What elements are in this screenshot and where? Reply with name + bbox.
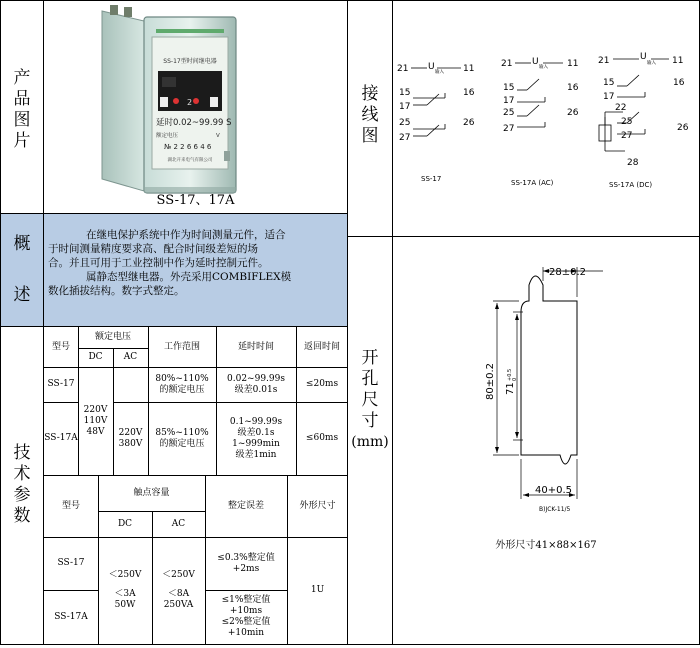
wiring-caption-ac: SS-17A (AC) bbox=[511, 179, 554, 187]
svg-text:U: U bbox=[428, 62, 435, 72]
t1-header-model: 型号 bbox=[51, 341, 70, 352]
svg-text:15: 15 bbox=[399, 88, 411, 98]
svg-text:26: 26 bbox=[567, 108, 579, 118]
t2-row1-model: SS-17 bbox=[57, 558, 85, 568]
svg-text:16: 16 bbox=[463, 88, 475, 98]
t1-header-rated-voltage: 额定电压 bbox=[94, 332, 131, 342]
tech-params-label: 技 术 参 数 bbox=[13, 443, 31, 526]
svg-text:输入: 输入 bbox=[539, 65, 548, 70]
svg-text:11: 11 bbox=[672, 56, 684, 66]
svg-text:输入: 输入 bbox=[435, 70, 444, 75]
svg-text:25: 25 bbox=[399, 118, 411, 128]
wiring-label: 接 线 图 bbox=[361, 83, 379, 146]
t1-row2-range: 85%~110% 的额定电压 bbox=[155, 427, 209, 449]
svg-text:22: 22 bbox=[615, 103, 627, 113]
t1-row2-ac: 220V 380V bbox=[118, 427, 143, 449]
outline-size: 外形尺寸41×88×167 bbox=[495, 540, 597, 551]
svg-text:11: 11 bbox=[463, 64, 475, 74]
t2-row2-model: SS-17A bbox=[54, 611, 88, 622]
t1-row1-delay: 0.02~99.99s 级差0.01s bbox=[227, 373, 285, 395]
cutout-drawing-no: B)JCK-11/5 bbox=[539, 506, 571, 513]
t1-row2-model: SS-17A bbox=[44, 433, 78, 443]
svg-text:21: 21 bbox=[397, 64, 409, 74]
svg-text:U: U bbox=[640, 52, 647, 62]
product-caption: SS-17、17A bbox=[156, 193, 235, 208]
t2-header-contact: 触点容量 bbox=[133, 488, 170, 498]
device-maker: 湖北开来电气有限公司 bbox=[167, 158, 213, 163]
t1-header-range: 工作范围 bbox=[163, 341, 200, 352]
t2-row1-error: ≤0.3%整定值 +2ms bbox=[217, 552, 275, 574]
svg-text:17: 17 bbox=[603, 92, 615, 102]
wiring-diagrams bbox=[393, 1, 699, 235]
svg-text:15: 15 bbox=[503, 83, 515, 93]
t2-size: 1U bbox=[310, 585, 325, 595]
svg-text:17: 17 bbox=[399, 102, 411, 112]
cutout-width-top: 28±0.2 bbox=[549, 267, 587, 278]
cutout-height: 80±0.2 bbox=[485, 362, 496, 400]
t2-header-error: 整定误差 bbox=[227, 501, 264, 511]
t1-header-return: 返回时间 bbox=[303, 341, 340, 352]
wiring-ss17 bbox=[411, 68, 461, 136]
svg-text:26: 26 bbox=[677, 123, 689, 133]
cutout-inner-height: 71 bbox=[505, 382, 516, 395]
svg-text:27: 27 bbox=[621, 131, 633, 141]
svg-text:28: 28 bbox=[627, 158, 639, 168]
t1-row2-delay: 0.1~99.99s 级差0.1s 1~999min 级差1min bbox=[229, 416, 283, 460]
product-photo bbox=[44, 1, 347, 213]
svg-text:26: 26 bbox=[463, 118, 475, 128]
svg-text:输入: 输入 bbox=[647, 61, 656, 66]
t1-header-delay: 延时时间 bbox=[237, 341, 274, 352]
wiring-caption-dc: SS-17A (DC) bbox=[609, 181, 653, 189]
t1-row1-range: 80%~110% 的额定电压 bbox=[155, 373, 209, 395]
wiring-ss17a-dc bbox=[599, 59, 669, 151]
device-voltage-unit: V bbox=[216, 133, 220, 139]
t1-dc-voltage: 220V 110V 48V bbox=[83, 404, 108, 437]
t1-header-dc: DC bbox=[88, 352, 103, 362]
cutout-width-bottom: 40+0.5 bbox=[535, 485, 573, 496]
t2-header-ac: AC bbox=[171, 518, 186, 529]
svg-text:25: 25 bbox=[503, 108, 515, 118]
wiring-ss17a-ac bbox=[515, 63, 563, 127]
svg-text:2: 2 bbox=[187, 98, 193, 107]
t2-header-size: 外形尺寸 bbox=[299, 501, 336, 511]
cutout-drawing bbox=[393, 237, 699, 644]
device-voltage-label: 额定电压 bbox=[156, 133, 179, 139]
t2-header-dc: DC bbox=[117, 518, 133, 529]
svg-text:U: U bbox=[532, 57, 539, 67]
product-image-label: 产 品 图 片 bbox=[13, 68, 31, 151]
t1-row2-return: ≤60ms bbox=[305, 433, 339, 443]
t2-dc-capacity: ＜250V ＜3A 50W bbox=[108, 570, 142, 610]
wiring-caption-ss17: SS-17 bbox=[421, 175, 442, 183]
svg-text:17: 17 bbox=[503, 96, 515, 106]
t2-ac-capacity: ＜250V ＜8A 250VA bbox=[162, 570, 195, 610]
device-rating: 延时0.02~99.99 S bbox=[156, 118, 232, 128]
svg-text:27: 27 bbox=[503, 124, 515, 134]
device-serial: № 2 2 6 6 4 6 bbox=[164, 143, 212, 151]
t2-row2-error: ≤1%整定值 +10ms ≤2%整定值 +10min bbox=[221, 595, 271, 638]
t1-row1-return: ≤20ms bbox=[305, 379, 339, 389]
svg-text:15: 15 bbox=[603, 78, 615, 88]
svg-text:16: 16 bbox=[567, 83, 579, 93]
svg-text:11: 11 bbox=[567, 59, 579, 69]
svg-text:21: 21 bbox=[598, 56, 610, 66]
svg-text:16: 16 bbox=[673, 78, 685, 88]
t1-header-ac: AC bbox=[123, 352, 138, 362]
svg-text:21: 21 bbox=[501, 59, 513, 69]
overview-label: 概 述 bbox=[13, 234, 31, 305]
overview-text: 在继电保护系统中作为时间测量元件，适合 于时间测量精度要求高、配合时间级差短的场 合。并且可用于工业控制中作为延时控制元件。 属静态型继电器。外壳采用COMBIFLEX模 数化插拔结构。数字式整定。 bbox=[48, 229, 292, 297]
device-title: SS-17型时间继电器 bbox=[163, 58, 217, 65]
svg-text:27: 27 bbox=[399, 133, 411, 143]
svg-text:25: 25 bbox=[621, 117, 633, 127]
svg-text:0: 0 bbox=[512, 377, 518, 381]
t1-row1-model: SS-17 bbox=[47, 379, 75, 389]
svg-text:+0.5: +0.5 bbox=[507, 368, 513, 381]
cutout-label: 开 孔 尺 寸 (mm) bbox=[351, 347, 389, 450]
t2-header-model: 型号 bbox=[61, 501, 80, 511]
